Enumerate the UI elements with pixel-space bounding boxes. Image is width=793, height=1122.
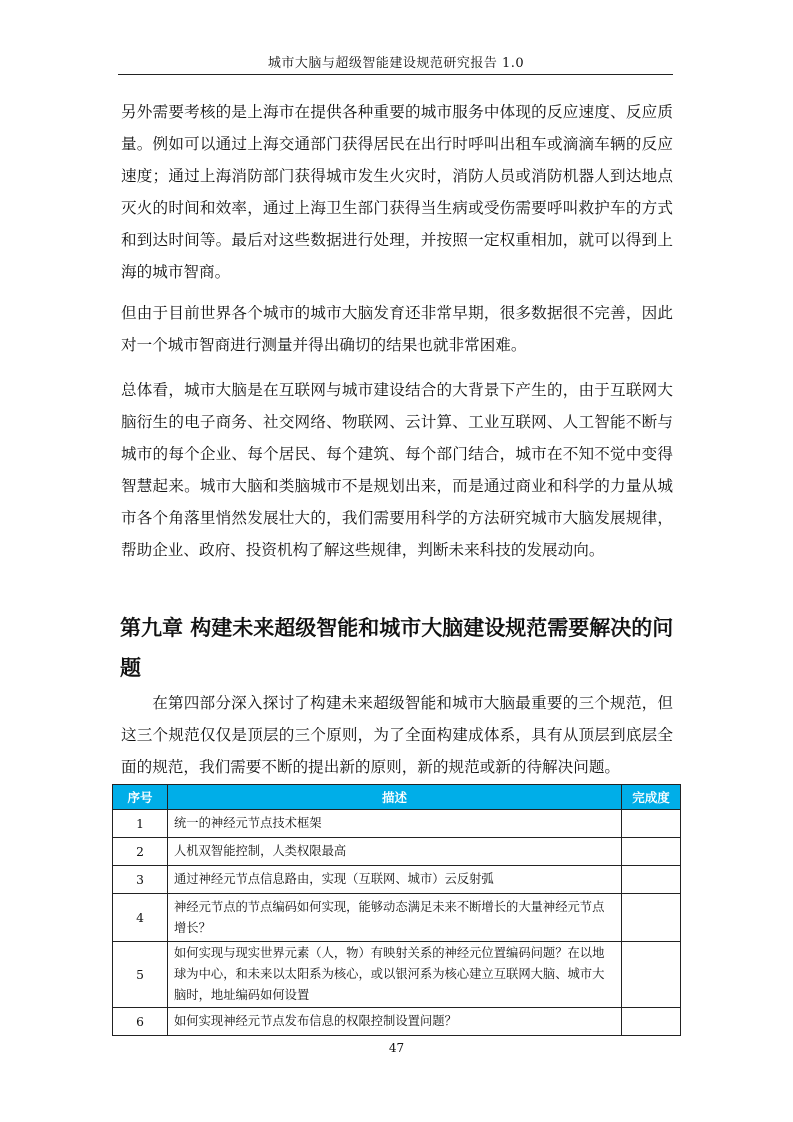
- paragraph-2: 但由于目前世界各个城市的城市大脑发育还非常早期，很多数据很不完善，因此对一个城市智商进行测量并得出确切的结果也就非常困难。: [121, 304, 673, 354]
- row-number: 5: [113, 942, 168, 1008]
- row-number: 6: [113, 1008, 168, 1036]
- task-table: [112, 784, 681, 1036]
- row-number: 3: [113, 866, 168, 894]
- row-completion: [622, 942, 681, 1008]
- row-completion: [622, 1008, 681, 1036]
- paragraph-1: 另外需要考核的是上海市在提供各种重要的城市服务中体现的反应速度、反应质量。例如可以通过上海交通部门获得居民在出行时呼叫出租车或滴滴车辆的反应速度；通过上海消防部门获得城市发生火灾时，消防人员或消防机器人到达地点灭火的时间和效率，通过上海卫生部门获得当生病或受伤需要呼叫救护车的方式和到达时间等。最后对这些数据进行处理，并按照一定权重相加，就可以得到上海的城市智商。: [121, 103, 673, 281]
- chapter-title: 第九章 构建未来超级智能和城市大脑建设规范需要解决的问题: [120, 616, 674, 680]
- table-row: [113, 838, 681, 866]
- row-number: 2: [113, 838, 168, 866]
- header-rule: [118, 74, 673, 75]
- table-row: [113, 1008, 681, 1036]
- col-header-number: 序号: [113, 785, 168, 810]
- row-description: 神经元节点的节点编码如何实现，能够动态满足未来不断增长的大量神经元节点增长？: [168, 894, 622, 942]
- col-header-description: 描述: [168, 785, 622, 810]
- table-header-row: [113, 785, 681, 810]
- chapter-intro: 在第四部分深入探讨了构建未来超级智能和城市大脑最重要的三个规范，但这三个规范仅仅是顶层的三个原则，为了全面构建成体系，具有从顶层到底层全面的规范，我们需要不断的提出新的原则，新的规范或新的待解决问题。: [121, 694, 673, 776]
- row-number: 4: [113, 894, 168, 942]
- row-completion: [622, 838, 681, 866]
- row-description: 人机双智能控制，人类权限最高: [168, 838, 622, 866]
- row-completion: [622, 894, 681, 942]
- paragraph-3: 总体看，城市大脑是在互联网与城市建设结合的大背景下产生的，由于互联网大脑衍生的电子商务、社交网络、物联网、云计算、工业互联网、人工智能不断与城市的每个企业、每个居民、每个建筑、每个部门结合，城市在不知不觉中变得智慧起来。城市大脑和类脑城市不是规划出来，而是通过商业和科学的力量从城市各个角落里悄然发展壮大的，我们需要用科学的方法研究城市大脑发展规律，帮助企业、政府、投资机构了解这些规律，判断未来科技的发展动向。: [121, 381, 673, 559]
- row-description: 如何实现与现实世界元素（人，物）有映射关系的神经元位置编码问题？在以地球为中心，和未来以太阳系为核心，或以银河系为核心建立互联网大脑、城市大脑时，地址编码如何设置: [168, 942, 622, 1008]
- col-header-completion: 完成度: [622, 785, 681, 810]
- row-description: 统一的神经元节点技术框架: [168, 810, 622, 838]
- page-number: 47: [388, 1041, 405, 1055]
- row-completion: [622, 810, 681, 838]
- table-row: [113, 866, 681, 894]
- table-row: [113, 810, 681, 838]
- running-header: 城市大脑与超级智能建设规范研究报告 1.0: [267, 56, 525, 71]
- row-description: 如何实现神经元节点发布信息的权限控制设置问题？: [168, 1008, 622, 1036]
- row-number: 1: [113, 810, 168, 838]
- table-row: [113, 942, 681, 1008]
- row-completion: [622, 866, 681, 894]
- table-row: [113, 894, 681, 942]
- row-description: 通过神经元节点信息路由，实现（互联网、城市）云反射弧: [168, 866, 622, 894]
